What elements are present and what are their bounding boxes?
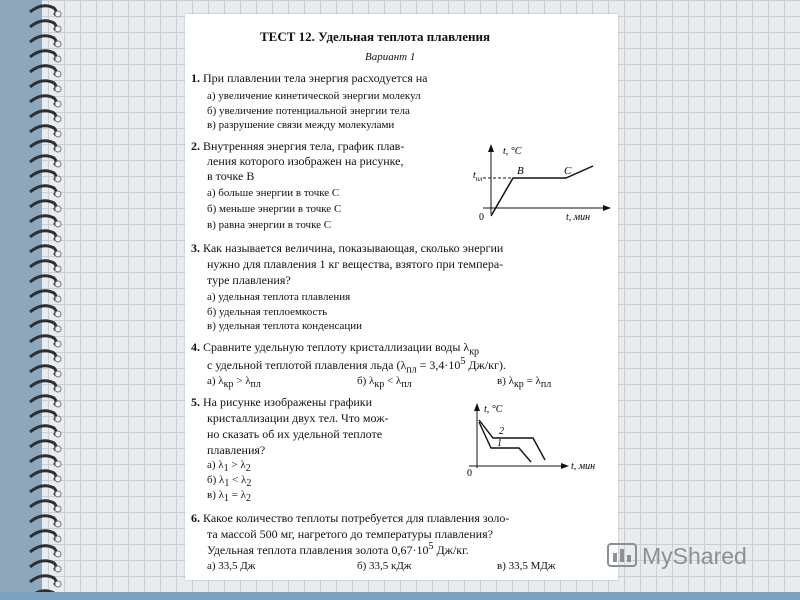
spiral-ring <box>30 186 56 195</box>
graph5-x-arrow-icon <box>561 463 569 469</box>
binding-hole <box>55 221 61 227</box>
spiral-ring <box>30 21 56 30</box>
answer-1a: а) увеличение кинетической энергии молекул <box>207 90 421 102</box>
spiral-ring <box>30 126 56 135</box>
binding-hole <box>55 281 61 287</box>
graph2-temp-axis-label: t, °C <box>503 146 522 157</box>
question-3-line3: туре плавления? <box>207 273 291 287</box>
binding-hole <box>55 311 61 317</box>
spiral-ring <box>30 201 56 210</box>
answer-5b: б) $\lambda_1 < \lambda_2$ <box>207 474 252 490</box>
question-4: 4. Сравните удельную теплоту кристаллизации воды $\lambda_{кр}$ <box>191 340 480 358</box>
question-5-line4: плавления? <box>207 443 266 457</box>
question-6-line2: та массой 500 мг, нагретого до температуры плавления? <box>207 527 493 541</box>
binding-hole <box>55 146 61 152</box>
binding-hole <box>55 131 61 137</box>
spiral-ring <box>30 381 56 390</box>
spiral-ring <box>30 291 56 300</box>
binding-hole <box>55 536 61 542</box>
graph2-melt-temp-label: $t_{пл}$ <box>473 170 483 183</box>
binding-hole <box>55 266 61 272</box>
spiral-ring <box>30 351 56 360</box>
answer-3b: б) удельная теплоемкость <box>207 306 328 318</box>
question-2: 2. Внутренняя энергия тела, график плав- <box>191 139 405 153</box>
page-title: ТЕСТ 12. Удельная теплота плавления <box>260 29 491 44</box>
graph2-point-b: B <box>517 165 524 177</box>
question-5: 5. На рисунке изображены графики <box>191 395 373 409</box>
binding-hole <box>55 86 61 92</box>
answer-2b: б) меньше энергии в точке C <box>207 203 342 215</box>
binding-hole <box>55 446 61 452</box>
crystallization-graph <box>457 400 615 476</box>
spiral-ring <box>30 216 56 225</box>
spiral-ring <box>30 66 56 75</box>
answer-6b: б) 33,5 кДж <box>357 560 412 572</box>
graph2-time-axis-label: t, мин <box>566 212 591 222</box>
binding-hole <box>55 551 61 557</box>
binding-hole <box>55 341 61 347</box>
graph5-curve-2-label: 2 <box>499 426 504 437</box>
question-5-line2: кристаллизации двух тел. Что мож- <box>207 411 389 425</box>
binding-hole <box>55 476 61 482</box>
question-3-line2: нужно для плавления 1 кг вещества, взятого при темпера- <box>207 257 504 271</box>
spiral-ring <box>30 246 56 255</box>
spiral-ring <box>30 171 56 180</box>
graph2-point-c: C <box>564 165 572 177</box>
spiral-ring <box>30 486 56 495</box>
binding-hole <box>55 191 61 197</box>
binding-hole <box>55 176 61 182</box>
spiral-ring <box>30 501 56 510</box>
spiral-ring <box>30 426 56 435</box>
binding-hole <box>55 236 61 242</box>
binding-hole <box>55 401 61 407</box>
answer-6c: в) 33,5 МДж <box>497 560 556 572</box>
test-sheet <box>185 14 618 580</box>
spiral-ring <box>30 561 56 570</box>
binding-hole <box>55 356 61 362</box>
spiral-ring <box>30 6 56 15</box>
spiral-ring <box>30 396 56 405</box>
spiral-ring <box>30 531 56 540</box>
spiral-ring <box>30 141 56 150</box>
question-2-line2: ления которого изображен на рисунке, <box>207 154 404 168</box>
binding-hole <box>55 206 61 212</box>
answer-1c: в) разрушение связи между молекулами <box>207 119 395 131</box>
bottom-strip <box>0 592 800 600</box>
spiral-ring <box>30 336 56 345</box>
answer-1b: б) увеличение потенциальной энергии тела <box>207 105 410 117</box>
answer-2a: а) больше энергии в точке C <box>207 187 340 199</box>
spiral-ring <box>30 441 56 450</box>
binding-hole <box>55 581 61 587</box>
binding-hole <box>55 326 61 332</box>
spiral-ring <box>30 366 56 375</box>
binding-hole <box>55 506 61 512</box>
spiral-ring <box>30 231 56 240</box>
spiral-ring <box>30 471 56 480</box>
graph2-x-arrow-icon <box>603 205 611 211</box>
spiral-ring <box>30 111 56 120</box>
spiral-rings-icon <box>28 0 68 600</box>
answer-4c: в) $\lambda_{кр} = \lambda_{пл}$ <box>497 375 552 391</box>
binding-hole <box>55 371 61 377</box>
graph5-y-arrow-icon <box>474 403 480 411</box>
graph5-curve-1-label: 1 <box>497 438 502 449</box>
answer-3a: а) удельная теплота плавления <box>207 291 351 303</box>
answer-6a: а) 33,5 Дж <box>207 560 256 572</box>
spiral-ring <box>30 576 56 585</box>
binding-hole <box>55 101 61 107</box>
spiral-ring <box>30 411 56 420</box>
answer-5c: в) $\lambda_1 = \lambda_2$ <box>207 489 251 505</box>
melting-graph <box>473 142 613 222</box>
answer-4b: б) $\lambda_{кр} < \lambda_{пл}$ <box>357 375 412 391</box>
binding-hole <box>55 296 61 302</box>
question-2-line3: в точке B <box>207 169 255 183</box>
binding-hole <box>55 416 61 422</box>
answer-4a: а) $\lambda_{кр} > \lambda_{пл}$ <box>207 375 261 391</box>
watermark-text: MyShared <box>642 543 747 569</box>
question-3: 3. Как называется величина, показывающая, сколько энергии <box>191 241 504 255</box>
binding-hole <box>55 491 61 497</box>
binding-hole <box>55 161 61 167</box>
binding-hole <box>55 431 61 437</box>
spiral-ring <box>30 546 56 555</box>
binding-hole <box>55 566 61 572</box>
graph5-origin: 0 <box>467 468 472 476</box>
binding-hole <box>55 251 61 257</box>
binding-hole <box>55 386 61 392</box>
question-5-line3: но сказать об их удельной теплоте <box>207 427 383 441</box>
question-1: 1. При плавлении тела энергия расходуется на <box>191 71 428 85</box>
spiral-ring <box>30 321 56 330</box>
graph5-temp-axis-label: t, °C <box>484 404 503 415</box>
binding-hole <box>55 11 61 17</box>
answer-2c: в) равна энергии в точке C <box>207 219 332 231</box>
spiral-ring <box>30 96 56 105</box>
spiral-ring <box>30 81 56 90</box>
spiral-ring <box>30 36 56 45</box>
question-4-line2: с удельной теплотой плавления льда ($\lambda_{пл} = 3,4\cdot 10^5$ Дж/кг). <box>207 356 506 376</box>
binding-hole <box>55 41 61 47</box>
graph2-y-arrow-icon <box>488 144 494 152</box>
answer-3c: в) удельная теплота конденсации <box>207 320 363 332</box>
variant-label: Вариант 1 <box>365 51 416 63</box>
question-6-line3: Удельная теплота плавления золота $0,67\cdot 10^5$ Дж/кг. <box>207 541 469 557</box>
spiral-ring <box>30 516 56 525</box>
spiral-ring <box>30 156 56 165</box>
question-6: 6. Какое количество теплоты потребуется для плавления золо- <box>191 511 510 525</box>
graph2-origin: 0 <box>479 212 484 222</box>
binding-hole <box>55 26 61 32</box>
graph5-time-axis-label: t, мин <box>571 461 596 472</box>
spiral-ring <box>30 51 56 60</box>
answer-5a: а) $\lambda_1 > \lambda_2$ <box>207 459 251 475</box>
spiral-ring <box>30 456 56 465</box>
binding-hole <box>55 56 61 62</box>
binding-hole <box>55 116 61 122</box>
spiral-ring <box>30 261 56 270</box>
graph5-curve-1 <box>479 422 531 462</box>
watermark-logo-icon <box>608 544 636 566</box>
spiral-ring <box>30 276 56 285</box>
binding-hole <box>55 71 61 77</box>
graph5-curve-2 <box>479 420 545 460</box>
spiral-ring <box>30 306 56 315</box>
myshared-watermark <box>606 538 766 577</box>
binding-hole <box>55 521 61 527</box>
binding-hole <box>55 461 61 467</box>
